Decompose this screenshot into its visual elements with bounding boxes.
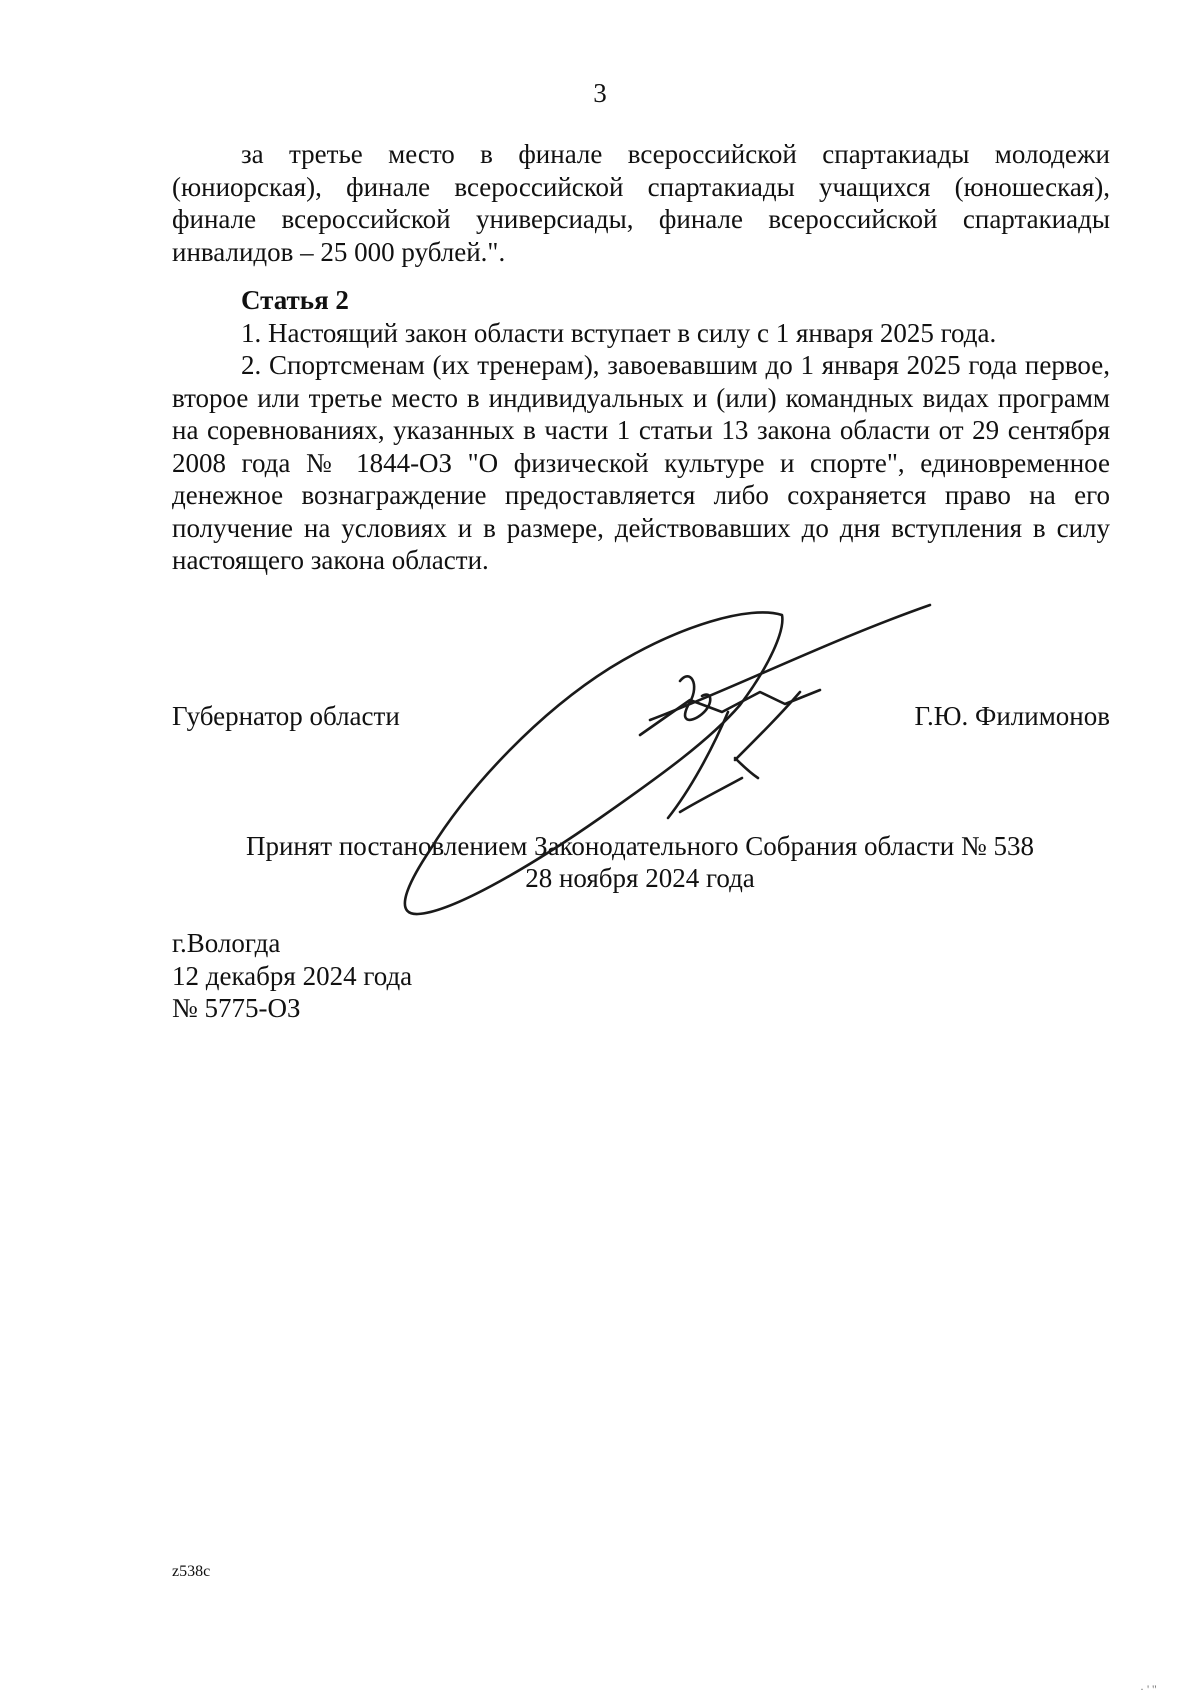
article-2-block: [172, 284, 1110, 577]
intro-paragraph-block: [172, 138, 1110, 268]
page-number: 3: [593, 78, 607, 108]
adoption-line-2: 28 ноября 2024 года: [525, 863, 755, 893]
signature-row: [172, 700, 1110, 732]
article-heading: Статья 2: [241, 285, 349, 315]
document-code: z538c: [172, 1563, 211, 1580]
law-date: 12 декабря 2024 года: [172, 960, 413, 991]
place-date-block: [172, 927, 412, 1025]
law-number: № 5775-ОЗ: [172, 993, 301, 1023]
adoption-line-1: Принят постановлением Законодательного Собрания области № 538: [245, 831, 1035, 861]
article-point-2: 2. Спортсменам (их тренерам), завоевавшим до 1 января 2025 года первое, второе или третье место в индивидуальных и (или) командных видах программ на соревнованиях, указанных в части 1 статьи 13 закона области от 29 сентября 2008 года № 1844-ОЗ "О физической культуре и спорте", единовременное денежное вознаграждение предоставляется либо сохраняется право на его получение на условиях и в размере, действовавших до дня вступления в силу настоящего закона области.: [172, 350, 1110, 575]
corner-scan-marks: · ' '': [1140, 1682, 1157, 1696]
city: г.Вологда: [172, 928, 281, 958]
intro-paragraph: за третье место в финале всероссийской спартакиады молодежи (юниорская), финале всероссийской спартакиады учащихся (юношеская), финале всероссийской универсиады, финале всероссийской спартакиады инвалидов – 25 000 рублей.".: [172, 139, 1110, 267]
governor-name: Г.Ю. Филимонов: [914, 701, 1110, 731]
adoption-note: [0, 830, 1200, 894]
governor-position: Губернатор области: [172, 701, 400, 731]
article-point-1: 1. Настоящий закон области вступает в силу с 1 января 2025 года.: [241, 317, 997, 348]
